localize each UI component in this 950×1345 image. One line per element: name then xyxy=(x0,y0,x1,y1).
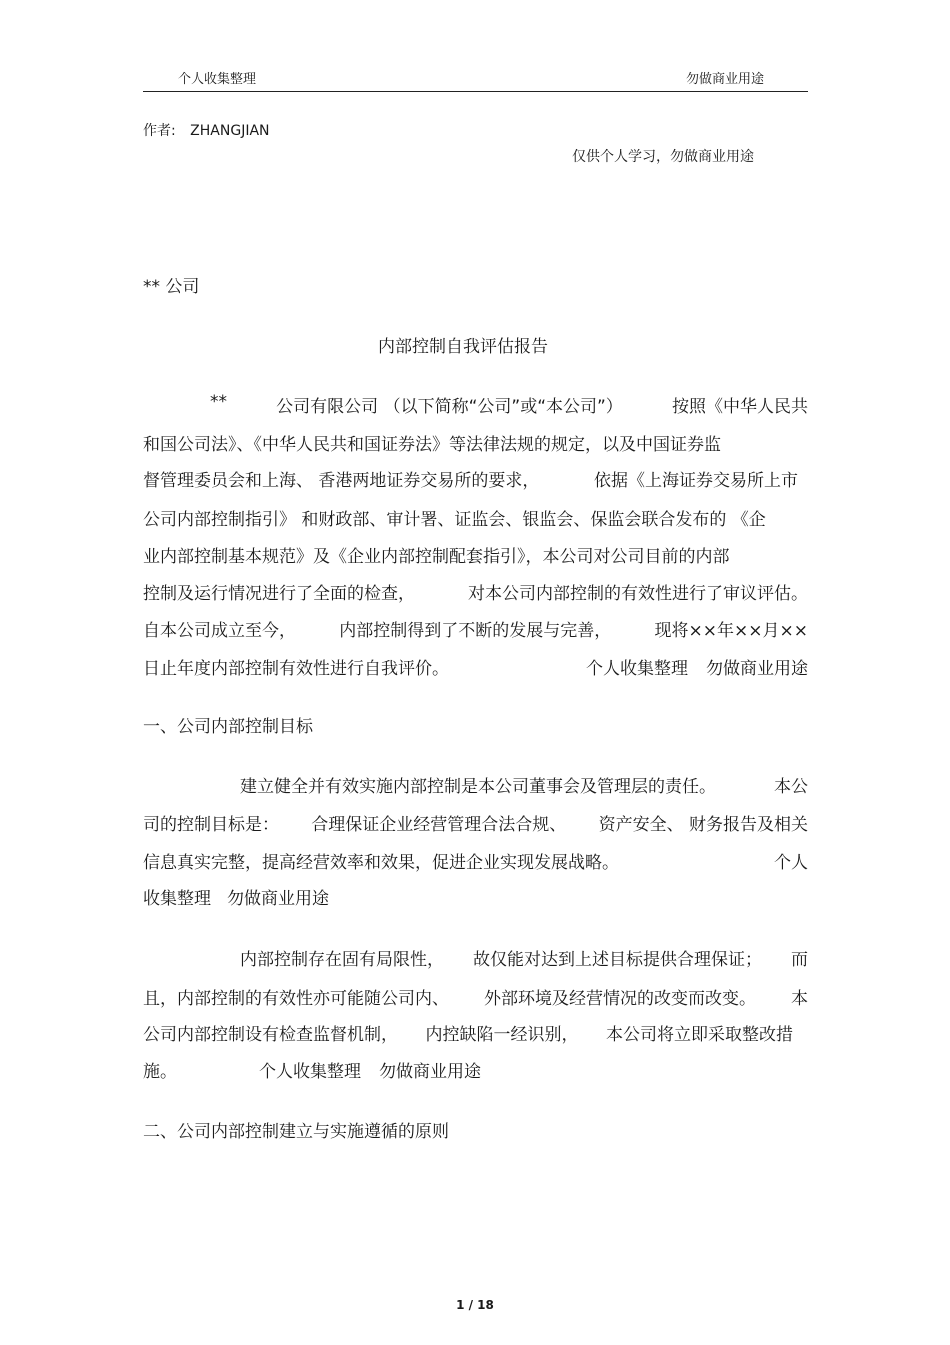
header-divider xyxy=(143,91,808,92)
author-line xyxy=(143,120,270,140)
paragraph-line: 收集整理 勿做商业用途 xyxy=(143,889,329,909)
usage-notice: 仅供个人学习，勿做商业用途 xyxy=(572,149,754,165)
paragraph-line: 控制及运行情况进行了全面的检查， 对本公司内部控制的有效性进行了审议评估。 xyxy=(143,584,808,604)
report-title: 内部控制自我评估报告 xyxy=(378,337,548,357)
paragraph-line: 公司内部控制指引》 和财政部、审计署、证监会、银监会、保监会联合发布的 《企 xyxy=(143,510,766,530)
page-indicator: 1 / 18 xyxy=(456,1298,494,1312)
author-label: 作者: xyxy=(143,123,176,139)
header-right: 勿做商业用途 xyxy=(686,72,765,87)
paragraph-line: 督管理委员会和上海、 香港两地证券交易所的要求， 依据《上海证券交易所上市 xyxy=(143,471,798,491)
paragraph-line: 信息真实完整，提高经营效率和效果，促进企业实现发展战略。 个人 xyxy=(143,853,808,873)
section-heading-2: 二、公司内部控制建立与实施遵循的原则 xyxy=(143,1122,449,1142)
paragraph-line: 建立健全并有效实施内部控制是本公司董事会及管理层的责任。 本公 xyxy=(240,777,808,797)
paragraph-line: ** 公司有限公司 （以下简称“公司”或“本公司”） 按照《中华人民共 xyxy=(210,392,808,417)
paragraph-line: 司的控制目标是： 合理保证企业经营管理合法合规、 资产安全、 财务报告及相关 xyxy=(143,815,808,835)
paragraph-line: 且，内部控制的有效性亦可能随公司内、 外部环境及经营情况的改变而改变。 本 xyxy=(143,989,808,1009)
section-heading-1: 一、公司内部控制目标 xyxy=(143,717,313,737)
paragraph-line: 施。 个人收集整理 勿做商业用途 xyxy=(143,1062,481,1082)
paragraph-line: 和国公司法》、《中华人民共和国证券法》等法律法规的规定，以及中国证券监 xyxy=(143,435,721,455)
paragraph-line: 日止年度内部控制有效性进行自我评价。 个人收集整理 勿做商业用途 xyxy=(143,659,808,679)
company-name: ** 公司 xyxy=(143,277,200,297)
header-left: 个人收集整理 xyxy=(178,72,257,87)
paragraph-line: 公司内部控制设有检查监督机制， 内控缺陷一经识别， 本公司将立即采取整改措 xyxy=(143,1025,793,1045)
author-name: ZHANGJIAN xyxy=(190,123,270,139)
paragraph-line: 自本公司成立至今， 内部控制得到了不断的发展与完善， 现将××年××月×× xyxy=(143,621,808,641)
paragraph-line: 业内部控制基本规范》及《企业内部控制配套指引》，本公司对公司目前的内部 xyxy=(143,547,730,567)
paragraph-line: 内部控制存在固有局限性， 故仅能对达到上述目标提供合理保证； 而 xyxy=(240,950,808,970)
